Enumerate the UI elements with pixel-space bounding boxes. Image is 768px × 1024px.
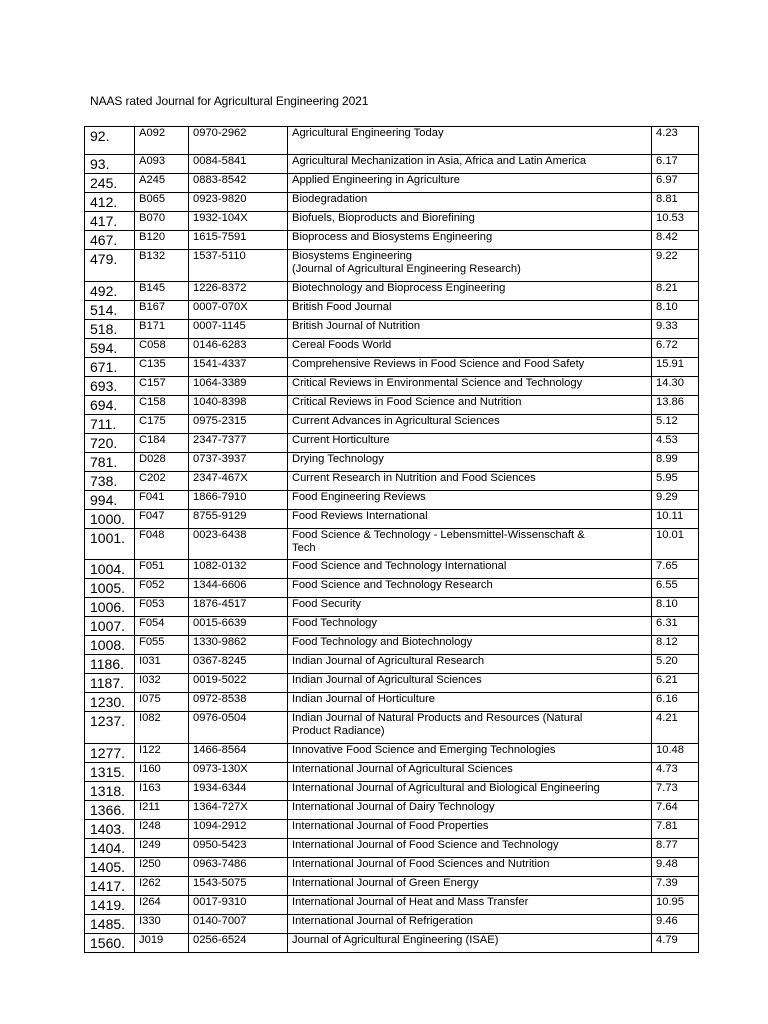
journal-title-cell (288, 319, 652, 338)
issn-cell: 1082-0132 (189, 560, 288, 579)
serial-number-cell: 694. (85, 395, 135, 414)
table-row (85, 490, 699, 509)
serial-number-cell: 467. (85, 231, 135, 250)
naas-score-cell: 8.12 (652, 636, 699, 655)
table-row (85, 743, 699, 762)
journal-code-cell: I262 (135, 876, 189, 895)
journal-title: Indian Journal of Agricultural Sciences (292, 674, 482, 686)
table-row (85, 127, 699, 155)
table-row (85, 933, 699, 952)
serial-number-cell: 1006. (85, 598, 135, 617)
serial-number-cell: 671. (85, 357, 135, 376)
serial-number-cell: 1315. (85, 762, 135, 781)
issn-cell: 0950-5423 (189, 838, 288, 857)
journal-title-cell (288, 300, 652, 319)
journal-title-cell (288, 693, 652, 712)
journal-code-cell: B070 (135, 212, 189, 231)
serial-number-cell: 781. (85, 452, 135, 471)
naas-score-cell: 5.20 (652, 655, 699, 674)
naas-score-cell: 4.79 (652, 933, 699, 952)
journal-title: Comprehensive Reviews in Food Science and Food Safety (292, 357, 585, 370)
naas-score-cell: 5.95 (652, 471, 699, 490)
naas-score-cell: 9.29 (652, 490, 699, 509)
issn-cell: 1344-6606 (189, 579, 288, 598)
naas-score-cell: 6.55 (652, 579, 699, 598)
naas-score-cell: 8.42 (652, 231, 699, 250)
serial-number-cell: 1008. (85, 636, 135, 655)
serial-number-cell: 412. (85, 193, 135, 212)
table-row (85, 838, 699, 857)
journal-title-cell (288, 509, 652, 528)
table-row (85, 509, 699, 528)
serial-number-cell: 1000. (85, 509, 135, 528)
table-row (85, 212, 699, 231)
table-row (85, 528, 699, 560)
issn-cell: 0970-2962 (189, 127, 288, 155)
journal-title-cell (288, 376, 652, 395)
table-row (85, 857, 699, 876)
journal-title-cell (288, 560, 652, 579)
naas-score-cell: 10.01 (652, 528, 699, 560)
naas-score-cell: 9.48 (652, 857, 699, 876)
table-row (85, 250, 699, 282)
naas-score-cell: 8.81 (652, 193, 699, 212)
naas-score-cell: 10.11 (652, 509, 699, 528)
journal-code-cell: C184 (135, 433, 189, 452)
issn-cell: 0973-130X (189, 762, 288, 781)
journal-title-cell (288, 857, 652, 876)
issn-cell: 1364-727X (189, 800, 288, 819)
journal-title-cell (288, 528, 652, 560)
serial-number-cell: 479. (85, 250, 135, 282)
journal-title: Food Science & Technology - Lebensmittel-Wissenschaft & (292, 528, 585, 541)
journal-title: Biofuels, Bioproducts and Biorefining (292, 212, 475, 224)
table-row (85, 433, 699, 452)
naas-score-cell: 10.53 (652, 212, 699, 231)
journal-table (84, 126, 699, 953)
journal-title: Food Reviews International (292, 509, 428, 522)
journal-code-cell: A092 (135, 127, 189, 155)
journal-title-cell (288, 338, 652, 357)
journal-title: Critical Reviews in Food Science and Nutrition (292, 395, 522, 408)
naas-score-cell: 4.21 (652, 712, 699, 744)
journal-title: Innovative Food Science and Emerging Technologies (292, 743, 556, 756)
journal-code-cell: F055 (135, 636, 189, 655)
journal-title: Cereal Foods World (292, 338, 392, 351)
journal-title-cell (288, 452, 652, 471)
issn-cell: 1615-7591 (189, 231, 288, 250)
issn-cell: 0963-7486 (189, 857, 288, 876)
journal-title: Drying Technology (292, 452, 384, 465)
issn-cell: 1330-9862 (189, 636, 288, 655)
serial-number-cell: 1004. (85, 560, 135, 579)
naas-score-cell: 6.21 (652, 674, 699, 693)
journal-title-cell (288, 250, 652, 282)
naas-score-cell: 9.46 (652, 914, 699, 933)
journal-title-cell (288, 395, 652, 414)
journal-title-cell (288, 617, 652, 636)
naas-score-cell: 6.31 (652, 617, 699, 636)
journal-code-cell: I075 (135, 693, 189, 712)
table-row (85, 471, 699, 490)
journal-code-cell: F053 (135, 598, 189, 617)
journal-title-cell (288, 155, 652, 174)
journal-title: Current Advances in Agricultural Sciences (292, 414, 500, 427)
journal-code-cell: F054 (135, 617, 189, 636)
serial-number-cell: 738. (85, 471, 135, 490)
naas-score-cell: 13.86 (652, 395, 699, 414)
table-row (85, 338, 699, 357)
journal-title: International Journal of Dairy Technology (292, 800, 495, 813)
table-row (85, 598, 699, 617)
journal-code-cell: A093 (135, 155, 189, 174)
serial-number-cell: 1366. (85, 800, 135, 819)
journal-title: Biodegradation (292, 193, 368, 205)
issn-cell: 0019-5022 (189, 674, 288, 693)
journal-title: International Journal of Food Science and Technology (292, 838, 559, 851)
table-row (85, 876, 699, 895)
naas-score-cell: 7.39 (652, 876, 699, 895)
naas-score-cell: 6.16 (652, 693, 699, 712)
journal-code-cell: I160 (135, 762, 189, 781)
naas-score-cell: 7.73 (652, 781, 699, 800)
naas-score-cell: 6.72 (652, 338, 699, 357)
journal-title: Food Technology (292, 617, 378, 629)
journal-code-cell: B120 (135, 231, 189, 250)
journal-title-cell (288, 636, 652, 655)
naas-score-cell: 4.73 (652, 762, 699, 781)
journal-title-continued: Product Radiance) (292, 725, 385, 737)
journal-code-cell: F051 (135, 560, 189, 579)
journal-title-cell (288, 712, 652, 744)
serial-number-cell: 1417. (85, 876, 135, 895)
serial-number-cell: 1007. (85, 617, 135, 636)
table-row (85, 712, 699, 744)
naas-score-cell: 15.91 (652, 357, 699, 376)
serial-number-cell: 1404. (85, 838, 135, 857)
journal-code-cell: I249 (135, 838, 189, 857)
naas-score-cell: 10.48 (652, 743, 699, 762)
journal-title-cell (288, 471, 652, 490)
serial-number-cell: 1485. (85, 914, 135, 933)
naas-score-cell: 9.22 (652, 250, 699, 282)
journal-title: International Journal of Green Energy (292, 876, 479, 889)
naas-score-cell: 7.64 (652, 800, 699, 819)
serial-number-cell: 1419. (85, 895, 135, 914)
table-row (85, 914, 699, 933)
journal-title: Agricultural Engineering Today (292, 127, 444, 139)
naas-score-cell: 4.53 (652, 433, 699, 452)
journal-code-cell: I031 (135, 655, 189, 674)
journal-code-cell: C135 (135, 357, 189, 376)
journal-title-cell (288, 743, 652, 762)
table-row (85, 636, 699, 655)
serial-number-cell: 518. (85, 319, 135, 338)
table-row (85, 617, 699, 636)
issn-cell: 1064-3389 (189, 376, 288, 395)
journal-title-cell (288, 674, 652, 693)
table-row (85, 781, 699, 800)
journal-title-cell (288, 838, 652, 857)
serial-number-cell: 994. (85, 490, 135, 509)
journal-title: Indian Journal of Horticulture (292, 693, 436, 705)
journal-title-cell (288, 174, 652, 193)
serial-number-cell: 417. (85, 212, 135, 231)
issn-cell: 1537-5110 (189, 250, 288, 282)
issn-cell: 1866-7910 (189, 490, 288, 509)
journal-code-cell: B167 (135, 300, 189, 319)
journal-title-cell (288, 762, 652, 781)
naas-score-cell: 6.17 (652, 155, 699, 174)
journal-code-cell: F052 (135, 579, 189, 598)
journal-code-cell: I250 (135, 857, 189, 876)
naas-score-cell: 8.10 (652, 300, 699, 319)
journal-title: Food Technology and Biotechnology (292, 636, 473, 648)
table-row (85, 800, 699, 819)
naas-score-cell: 5.12 (652, 414, 699, 433)
issn-cell: 0976-0504 (189, 712, 288, 744)
table-row (85, 395, 699, 414)
journal-code-cell: F047 (135, 509, 189, 528)
issn-cell: 2347-7377 (189, 433, 288, 452)
journal-title-cell (288, 876, 652, 895)
issn-cell: 8755-9129 (189, 509, 288, 528)
journal-code-cell: C175 (135, 414, 189, 433)
issn-cell: 1543-5075 (189, 876, 288, 895)
journal-title: Biotechnology and Bioprocess Engineering (292, 281, 506, 294)
journal-title: Food Science and Technology Research (292, 579, 493, 591)
journal-title-cell (288, 598, 652, 617)
issn-cell: 1932-104X (189, 212, 288, 231)
journal-title-cell (288, 212, 652, 231)
journal-code-cell: C157 (135, 376, 189, 395)
journal-code-cell: F041 (135, 490, 189, 509)
issn-cell: 1876-4517 (189, 598, 288, 617)
journal-code-cell: C202 (135, 471, 189, 490)
table-row (85, 376, 699, 395)
naas-score-cell: 10.95 (652, 895, 699, 914)
serial-number-cell: 720. (85, 433, 135, 452)
issn-cell: 0972-8538 (189, 693, 288, 712)
naas-score-cell: 8.77 (652, 838, 699, 857)
table-row (85, 895, 699, 914)
journal-title-cell (288, 800, 652, 819)
journal-title-cell (288, 895, 652, 914)
issn-cell: 0883-8542 (189, 174, 288, 193)
journal-title: Current Research in Nutrition and Food Sciences (292, 471, 536, 484)
table-row (85, 231, 699, 250)
issn-cell: 0256-6524 (189, 933, 288, 952)
journal-title-cell (288, 781, 652, 800)
journal-title: Current Horticulture (292, 433, 390, 446)
journal-title: Journal of Agricultural Engineering (ISAE) (292, 933, 499, 946)
table-row (85, 155, 699, 174)
serial-number-cell: 92. (85, 127, 135, 155)
table-row (85, 819, 699, 838)
journal-title-cell (288, 231, 652, 250)
issn-cell: 1040-8398 (189, 395, 288, 414)
journal-code-cell: F048 (135, 528, 189, 560)
journal-title-continued: (Journal of Agricultural Engineering Research) (292, 263, 521, 275)
journal-code-cell: J019 (135, 933, 189, 952)
journal-code-cell: A245 (135, 174, 189, 193)
table-row (85, 281, 699, 300)
table-row (85, 579, 699, 598)
journal-title-cell (288, 357, 652, 376)
journal-code-cell: B065 (135, 193, 189, 212)
serial-number-cell: 1186. (85, 655, 135, 674)
table-row (85, 560, 699, 579)
journal-code-cell: I211 (135, 800, 189, 819)
journal-title: International Journal of Heat and Mass Transfer (292, 895, 529, 908)
serial-number-cell: 1005. (85, 579, 135, 598)
naas-score-cell: 4.23 (652, 127, 699, 155)
issn-cell: 0023-6438 (189, 528, 288, 560)
serial-number-cell: 245. (85, 174, 135, 193)
serial-number-cell: 594. (85, 338, 135, 357)
issn-cell: 0084-5841 (189, 155, 288, 174)
table-row (85, 762, 699, 781)
journal-title: Food Security (292, 598, 362, 610)
journal-title: International Journal of Agricultural and Biological Engineering (292, 781, 600, 794)
journal-title-cell (288, 933, 652, 952)
journal-title-cell (288, 914, 652, 933)
journal-code-cell: C158 (135, 395, 189, 414)
document-title: NAAS rated Journal for Agricultural Engineering 2021 (90, 94, 369, 108)
issn-cell: 0975-2315 (189, 414, 288, 433)
naas-score-cell: 6.97 (652, 174, 699, 193)
journal-code-cell: B171 (135, 319, 189, 338)
journal-code-cell: D028 (135, 452, 189, 471)
serial-number-cell: 1403. (85, 819, 135, 838)
issn-cell: 1934-6344 (189, 781, 288, 800)
serial-number-cell: 1001. (85, 528, 135, 560)
journal-table-body (85, 127, 699, 953)
serial-number-cell: 1318. (85, 781, 135, 800)
issn-cell: 0737-3937 (189, 452, 288, 471)
journal-code-cell: B145 (135, 281, 189, 300)
journal-title: Agricultural Mechanization in Asia, Africa and Latin America (292, 155, 587, 167)
journal-title: Biosystems Engineering (292, 250, 413, 262)
journal-title: International Journal of Refrigeration (292, 914, 473, 927)
journal-title: Indian Journal of Natural Products and Resources (Natural (292, 712, 583, 724)
serial-number-cell: 1277. (85, 743, 135, 762)
issn-cell: 0017-9310 (189, 895, 288, 914)
issn-cell: 2347-467X (189, 471, 288, 490)
issn-cell: 1541-4337 (189, 357, 288, 376)
table-row (85, 300, 699, 319)
journal-title-continued: Tech (292, 541, 316, 554)
journal-title: British Journal of Nutrition (292, 319, 421, 332)
journal-title: British Food Journal (292, 300, 392, 313)
naas-score-cell: 14.30 (652, 376, 699, 395)
serial-number-cell: 1237. (85, 712, 135, 744)
serial-number-cell: 492. (85, 281, 135, 300)
issn-cell: 0140-7007 (189, 914, 288, 933)
journal-code-cell: I330 (135, 914, 189, 933)
issn-cell: 0367-8245 (189, 655, 288, 674)
journal-title-cell (288, 414, 652, 433)
journal-title-cell (288, 281, 652, 300)
serial-number-cell: 514. (85, 300, 135, 319)
issn-cell: 1226-8372 (189, 281, 288, 300)
journal-title-cell (288, 579, 652, 598)
table-row (85, 655, 699, 674)
naas-score-cell: 7.65 (652, 560, 699, 579)
journal-title: Indian Journal of Agricultural Research (292, 655, 485, 667)
issn-cell: 1094-2912 (189, 819, 288, 838)
journal-title-cell (288, 433, 652, 452)
journal-title: Bioprocess and Biosystems Engineering (292, 231, 493, 243)
table-row (85, 693, 699, 712)
journal-code-cell: I248 (135, 819, 189, 838)
serial-number-cell: 1187. (85, 674, 135, 693)
journal-title: Critical Reviews in Environmental Science and Technology (292, 376, 583, 389)
journal-title-cell (288, 193, 652, 212)
journal-code-cell: C058 (135, 338, 189, 357)
journal-title: International Journal of Food Sciences and Nutrition (292, 857, 550, 870)
journal-code-cell: I082 (135, 712, 189, 744)
journal-code-cell: I264 (135, 895, 189, 914)
issn-cell: 0015-6639 (189, 617, 288, 636)
journal-code-cell: I032 (135, 674, 189, 693)
serial-number-cell: 693. (85, 376, 135, 395)
journal-title-cell (288, 819, 652, 838)
issn-cell: 1466-8564 (189, 743, 288, 762)
naas-score-cell: 8.99 (652, 452, 699, 471)
table-row (85, 357, 699, 376)
table-row (85, 319, 699, 338)
journal-title: Applied Engineering in Agriculture (292, 174, 460, 186)
table-row (85, 452, 699, 471)
journal-code-cell: I122 (135, 743, 189, 762)
issn-cell: 0146-6283 (189, 338, 288, 357)
journal-title-cell (288, 655, 652, 674)
journal-title: International Journal of Food Properties (292, 819, 489, 832)
serial-number-cell: 93. (85, 155, 135, 174)
naas-score-cell: 7.81 (652, 819, 699, 838)
naas-score-cell: 9.33 (652, 319, 699, 338)
table-row (85, 193, 699, 212)
journal-code-cell: B132 (135, 250, 189, 282)
serial-number-cell: 1230. (85, 693, 135, 712)
journal-title: International Journal of Agricultural Sciences (292, 762, 513, 775)
journal-title-cell (288, 490, 652, 509)
table-row (85, 674, 699, 693)
issn-cell: 0923-9820 (189, 193, 288, 212)
serial-number-cell: 711. (85, 414, 135, 433)
table-row (85, 414, 699, 433)
serial-number-cell: 1560. (85, 933, 135, 952)
journal-title: Food Science and Technology International (292, 560, 507, 572)
issn-cell: 0007-070X (189, 300, 288, 319)
journal-title-cell (288, 127, 652, 155)
journal-title: Food Engineering Reviews (292, 490, 426, 503)
naas-score-cell: 8.21 (652, 281, 699, 300)
serial-number-cell: 1405. (85, 857, 135, 876)
issn-cell: 0007-1145 (189, 319, 288, 338)
naas-score-cell: 8.10 (652, 598, 699, 617)
table-row (85, 174, 699, 193)
journal-code-cell: I163 (135, 781, 189, 800)
